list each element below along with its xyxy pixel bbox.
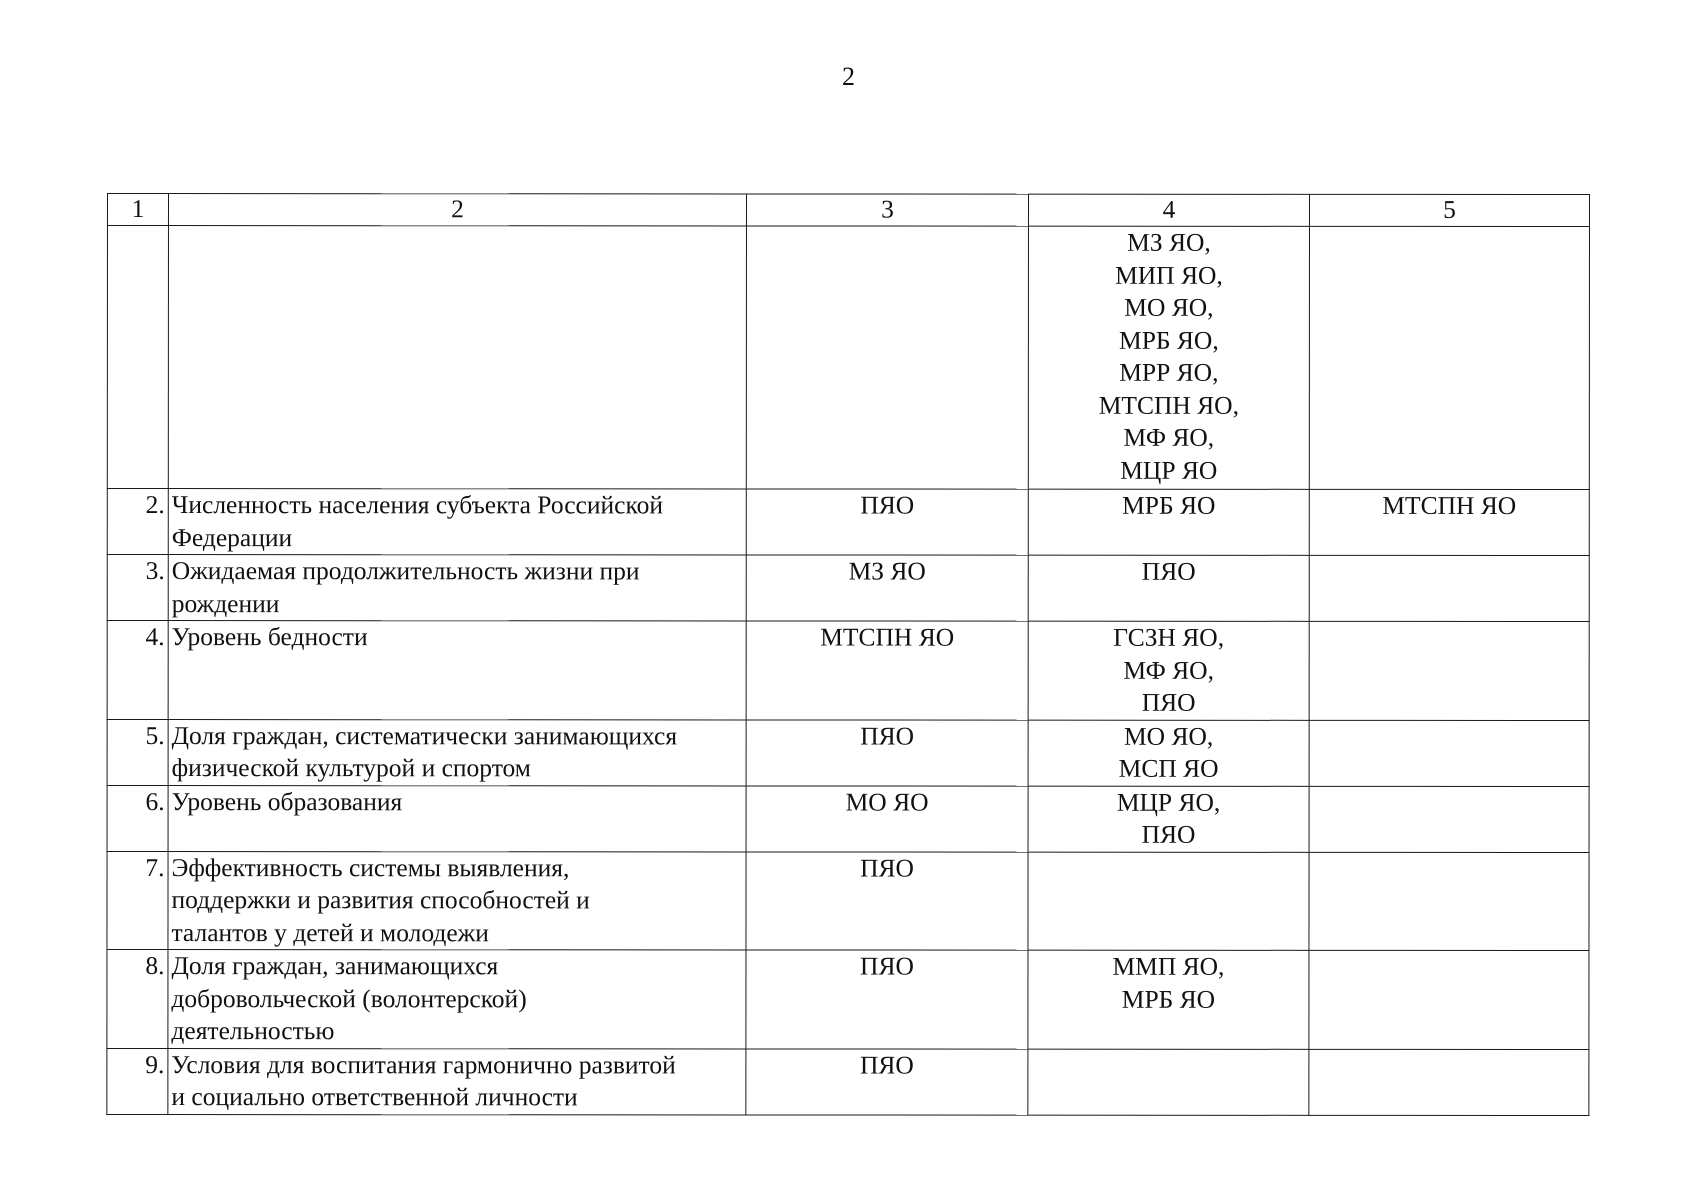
responsible-executor-cell — [746, 785, 1028, 851]
row-number-cell: 3. — [107, 555, 168, 621]
participant-cell — [1309, 226, 1589, 489]
responsible-executor-cell — [746, 851, 1028, 950]
participant-cell — [1309, 621, 1589, 720]
co-executor-cell — [1028, 226, 1309, 489]
table-row — [107, 555, 1589, 622]
responsible-executor-cell-line: ПЯО — [860, 490, 915, 520]
co-executor-cell-line: ММП ЯО, — [1112, 951, 1225, 981]
indicator-name-cell-line: деятельностью — [171, 1016, 335, 1046]
responsible-executor-cell — [746, 1048, 1028, 1114]
co-executor-cell — [1028, 786, 1309, 852]
responsibility-table — [106, 193, 1590, 1116]
responsible-executor-cell — [746, 621, 1028, 720]
page-number: 2 — [842, 62, 855, 91]
indicator-name-cell-line: Ожидаемая продолжительность жизни при — [171, 556, 640, 586]
row-number-cell: 2. — [107, 489, 168, 555]
co-executor-cell-line: МЗ ЯО, — [1127, 227, 1211, 257]
responsible-executor-cell-line: МО ЯО — [845, 787, 929, 817]
indicator-name-cell-line: Доля граждан, занимающихся — [171, 951, 499, 981]
participant-cell — [1309, 555, 1589, 621]
co-executor-cell-line: МИП ЯО, — [1115, 260, 1223, 290]
header-cell-1: 1 — [107, 194, 168, 226]
indicator-name-cell-line: талантов у детей и молодежи — [171, 917, 489, 947]
co-executor-cell — [1028, 621, 1309, 720]
co-executor-cell — [1028, 489, 1309, 555]
co-executor-cell — [1028, 950, 1309, 1049]
co-executor-cell-line: МРР ЯО, — [1119, 357, 1219, 387]
table-row — [107, 719, 1589, 786]
indicator-name-cell-line: Условия для воспитания гармонично развитой — [171, 1049, 676, 1079]
row-number-cell: 7. — [107, 851, 168, 950]
participant-cell — [1309, 1049, 1589, 1115]
table-header-row — [107, 194, 1589, 227]
header-cell-3: 3 — [746, 194, 1028, 226]
co-executor-cell-line: ПЯО — [1141, 556, 1196, 586]
row-number-cell: 4. — [107, 621, 168, 720]
table-row — [107, 226, 1589, 490]
responsible-executor-cell — [746, 489, 1028, 555]
participant-cell — [1309, 720, 1589, 786]
indicator-name-cell-line: Федерации — [171, 522, 293, 552]
responsible-executor-cell-line: МТСПН ЯО — [820, 622, 955, 652]
indicator-name-cell — [168, 226, 746, 489]
indicator-name-cell — [168, 555, 746, 621]
co-executor-cell-line: МРБ ЯО — [1122, 490, 1216, 520]
co-executor-cell-line: МФ ЯО, — [1123, 655, 1215, 685]
indicator-name-cell-line: Уровень бедности — [171, 622, 368, 652]
co-executor-cell — [1028, 555, 1309, 621]
responsible-executor-cell — [746, 226, 1028, 489]
co-executor-cell-line: ГСЗН ЯО, — [1113, 622, 1225, 652]
responsible-executor-cell-line: ПЯО — [860, 853, 914, 883]
header-cell-5: 5 — [1309, 194, 1589, 226]
table-row — [107, 851, 1589, 951]
co-executor-cell-line: ПЯО — [1141, 819, 1196, 849]
indicator-name-cell-line: Доля граждан, систематически занимающихся — [171, 720, 678, 750]
indicator-name-cell-line: поддержки и развития способностей и — [171, 885, 590, 915]
responsible-executor-cell — [746, 719, 1028, 785]
indicator-name-cell-line: рождении — [171, 588, 280, 618]
row-number-cell: 6. — [107, 785, 168, 851]
indicator-name-cell-line: физической культурой и спортом — [171, 753, 531, 783]
co-executor-cell-line: МТСПН ЯО, — [1098, 390, 1239, 420]
co-executor-cell-line: МСП ЯО — [1118, 753, 1219, 783]
co-executor-cell-line: МО ЯО, — [1124, 292, 1214, 322]
co-executor-cell-line: МФ ЯО, — [1123, 422, 1215, 452]
row-number-cell: 9. — [107, 1048, 168, 1114]
indicator-name-cell — [168, 851, 746, 950]
participant-cell — [1309, 786, 1589, 852]
row-number-cell: 5. — [107, 719, 168, 785]
responsible-executor-cell-line: ПЯО — [860, 951, 914, 981]
indicator-name-cell — [168, 785, 746, 851]
participant-cell — [1309, 950, 1589, 1049]
indicator-name-cell-line: Уровень образования — [171, 786, 403, 816]
indicator-name-cell-line: добровольческой (волонтерской) — [171, 983, 527, 1013]
header-cell-2: 2 — [168, 194, 746, 226]
co-executor-cell-line: МЦР ЯО, — [1116, 787, 1221, 817]
co-executor-cell-line: МРБ ЯО, — [1119, 325, 1219, 355]
responsible-executor-cell-line: МЗ ЯО — [848, 556, 926, 586]
header-cell-4: 4 — [1028, 194, 1309, 226]
participant-cell-line: МТСПН ЯО — [1382, 490, 1517, 520]
indicator-name-cell-line: Численность населения субъекта Российской — [171, 490, 663, 520]
participant-cell — [1309, 489, 1589, 555]
indicator-name-cell — [168, 621, 746, 720]
indicator-name-cell — [168, 950, 746, 1049]
co-executor-cell — [1028, 1049, 1309, 1115]
table-row — [107, 1048, 1589, 1115]
responsible-executor-cell-line: ПЯО — [859, 1050, 914, 1080]
responsible-executor-cell — [746, 555, 1028, 621]
table-row — [107, 489, 1589, 556]
table-row — [107, 950, 1589, 1050]
indicator-name-cell — [168, 489, 746, 555]
co-executor-cell-line: МО ЯО, — [1123, 721, 1214, 751]
indicator-name-cell-line: Эффективность системы выявления, — [171, 852, 570, 882]
row-number-cell: 8. — [107, 950, 168, 1049]
responsibility-table-wrapper — [106, 193, 1590, 1116]
indicator-name-cell-line: и социально ответственной личности — [171, 1082, 578, 1112]
co-executor-cell — [1028, 852, 1309, 951]
row-number-cell — [107, 226, 168, 489]
responsible-executor-cell — [746, 950, 1028, 1049]
indicator-name-cell — [168, 1048, 746, 1114]
co-executor-cell-line: МРБ ЯО — [1121, 984, 1216, 1014]
table-row — [107, 785, 1589, 852]
participant-cell — [1309, 852, 1589, 951]
co-executor-cell-line: МЦР ЯО — [1120, 455, 1218, 485]
responsible-executor-cell-line: ПЯО — [860, 721, 915, 751]
table-row — [107, 621, 1589, 721]
indicator-name-cell — [168, 719, 746, 785]
co-executor-cell-line: ПЯО — [1141, 687, 1196, 717]
co-executor-cell — [1028, 720, 1309, 786]
